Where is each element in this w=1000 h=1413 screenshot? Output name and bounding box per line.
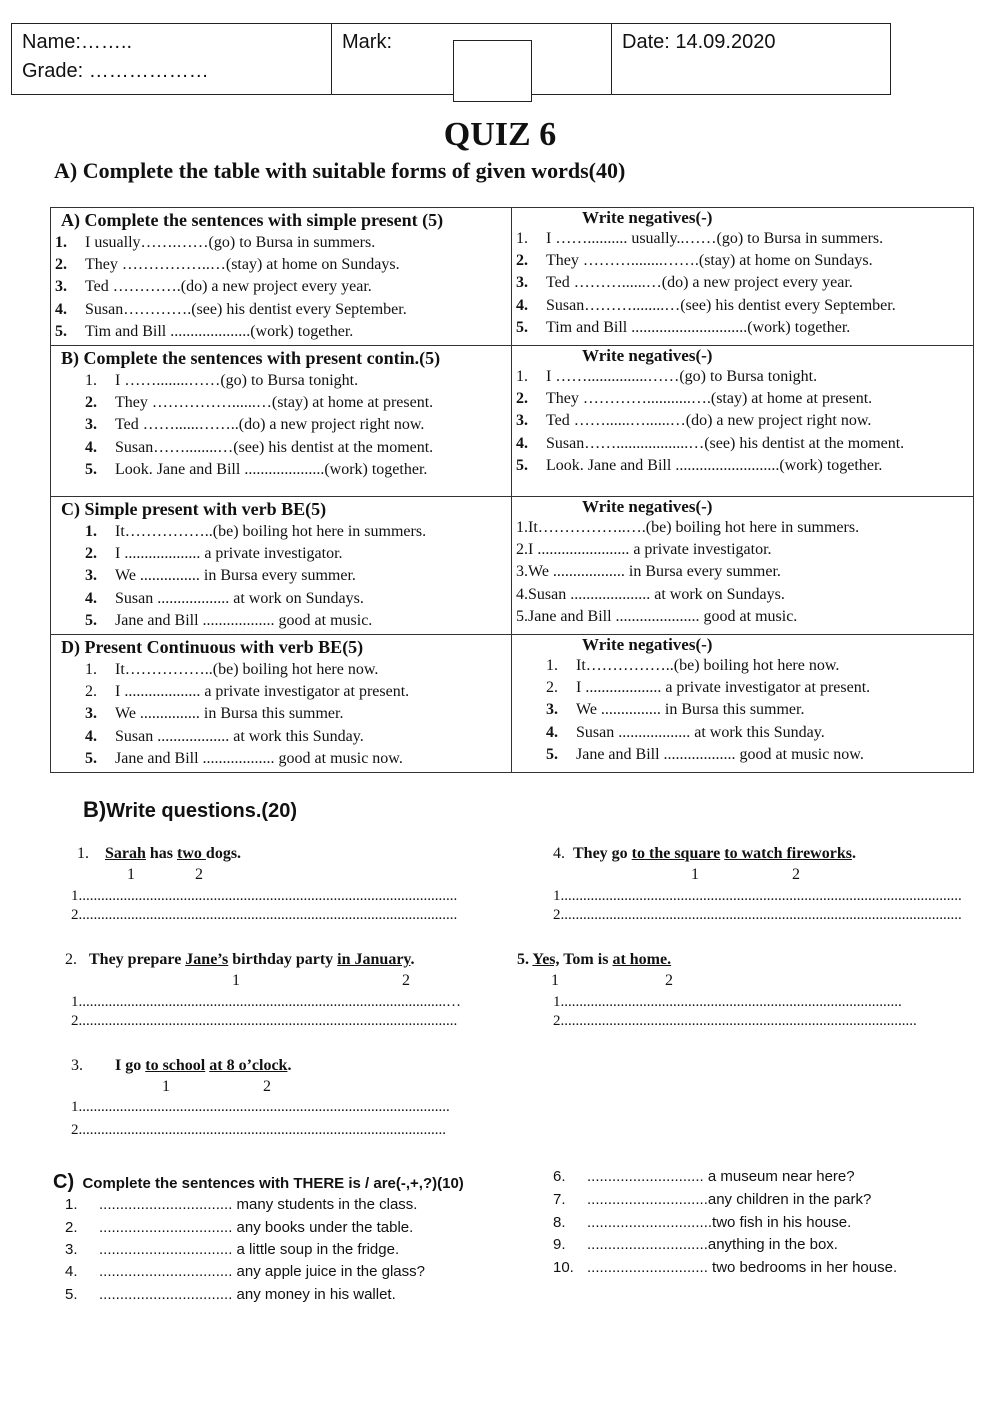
question-3: 3. I go to school at 8 o’clock. xyxy=(71,1057,292,1074)
answer-line[interactable]: 1................................................................................................... xyxy=(71,1099,450,1115)
answer-line[interactable]: 2..................................................................................................... xyxy=(71,907,458,923)
list-item: 2. They ……………..…(stay) at home on Sundays. xyxy=(55,256,400,274)
section-c-heading-text: Complete the sentences with THERE is / are(-,+,?)(10) xyxy=(82,1175,464,1192)
question-2-mark-2: 2 xyxy=(402,972,410,989)
list-item: 2. I ................... a private investigator. xyxy=(85,545,343,563)
list-item: 1. I usually…….……(go) to Bursa in summers. xyxy=(55,234,376,251)
list-item: 4. ................................ any apple juice in the glass? xyxy=(65,1263,425,1280)
list-item: 5.Jane and Bill ..................... good at music. xyxy=(516,607,798,625)
mark-label: Mark: xyxy=(342,31,392,53)
name-grade-cell xyxy=(12,24,332,94)
negatives-heading: Write negatives(-) xyxy=(582,208,713,227)
grade-label: Grade: ……………… xyxy=(22,60,209,82)
header-box xyxy=(11,23,891,95)
table-row-a xyxy=(51,208,974,346)
question-5-mark-2: 2 xyxy=(665,972,673,989)
list-item: 9. .............................anything in the box. xyxy=(553,1236,838,1253)
section-d-right xyxy=(512,635,974,773)
list-item: 1. I …….......... usually..……(go) to Bursa in summers. xyxy=(516,230,884,247)
list-item: 5. ................................ any money in his wallet. xyxy=(65,1286,396,1303)
list-item: 3. Ted ……......…......…(do) a new project right now. xyxy=(516,412,872,430)
section-c-heading: C) Simple present with verb BE(5) xyxy=(61,499,327,520)
list-item: 1. I ……...............……(go) to Bursa tonight. xyxy=(516,368,818,386)
name-label: Name:…….. xyxy=(22,31,133,53)
mark-cell xyxy=(332,24,612,94)
negatives-heading: Write negatives(-) xyxy=(582,635,713,655)
list-item: 5. Jane and Bill .................. good at music now. xyxy=(85,749,403,767)
section-b-letter: B) xyxy=(83,797,107,822)
question-4-mark-2: 2 xyxy=(792,866,800,883)
question-1-mark-2: 2 xyxy=(195,866,203,883)
section-b-heading: B) Complete the sentences with present contin.(5) xyxy=(61,348,441,369)
question-3-mark-1: 1 xyxy=(162,1078,170,1095)
list-item: 2. They …………...........….(stay) at home at present. xyxy=(516,390,873,408)
list-item: 3. We ............... in Bursa every summer. xyxy=(85,567,356,585)
list-item: 2. They ……………......…(stay) at home at present. xyxy=(85,394,434,412)
list-item: 6. ............................ a museum near here? xyxy=(553,1168,855,1185)
list-item: 3. Ted ………......…(do) a new project every year. xyxy=(516,274,853,292)
list-item: 1. I ……........……(go) to Bursa tonight. xyxy=(85,372,359,390)
list-item: 5. Jane and Bill .................. good at music now. xyxy=(546,745,864,763)
question-5: 5. Yes, Tom is at home. xyxy=(517,951,672,968)
list-item: 1. It……………..(be) boiling hot here now. xyxy=(85,661,379,679)
section-d-left xyxy=(51,635,512,773)
section-b-heading-text: Write questions.(20) xyxy=(106,800,297,822)
list-item: 1. It……………..(be) boiling hot here in summers. xyxy=(85,523,427,541)
answer-line[interactable]: 2.................................................................................................. xyxy=(71,1122,446,1138)
question-1-mark-1: 1 xyxy=(127,866,135,883)
answer-line[interactable]: 1..................................................................................................… xyxy=(71,994,461,1010)
answer-line[interactable]: 2..................................................................................................... xyxy=(71,1013,458,1029)
section-a-heading: A) Complete the sentences with simple present (5) xyxy=(61,210,444,230)
list-item: 4. Susan………….(see) his dentist every September. xyxy=(55,300,407,318)
table-row-d xyxy=(51,635,974,773)
list-item: 7. .............................any children in the park? xyxy=(553,1191,872,1208)
list-item: 3. Ted ………….(do) a new project every year. xyxy=(55,278,372,296)
list-item: 5. Jane and Bill .................. good at music. xyxy=(85,611,373,629)
list-item: 2.I ....................... a private investigator. xyxy=(516,541,772,559)
table-row-b xyxy=(51,346,974,497)
section-c-letter: C) xyxy=(53,1171,75,1193)
list-item: 5. Look. Jane and Bill ..........................(work) together. xyxy=(516,456,883,474)
question-3-mark-2: 2 xyxy=(263,1078,271,1095)
date-label: Date: 14.09.2020 xyxy=(622,31,776,53)
list-item: 4. Susan……........…(see) his dentist at the moment. xyxy=(85,438,434,456)
list-item: 2. They ………........…….(stay) at home on Sundays. xyxy=(516,252,873,270)
negatives-heading: Write negatives(-) xyxy=(582,346,713,366)
answer-line[interactable]: 2............................................................................................... xyxy=(553,1013,917,1029)
section-a-instructions: A) Complete the table with suitable forms of given words(40) xyxy=(54,158,626,183)
section-d-heading: D) Present Continuous with verb BE(5) xyxy=(61,637,364,658)
page-title: QUIZ 6 xyxy=(443,116,557,153)
list-item: 5. Tim and Bill ....................(work) together. xyxy=(55,322,354,340)
list-item: 3. Ted ……......……..(do) a new project right now. xyxy=(85,416,425,434)
answer-line[interactable]: 1........................................................................................................... xyxy=(553,888,962,904)
table-row-c xyxy=(51,497,974,635)
question-5-mark-1: 1 xyxy=(551,972,559,989)
list-item: 4. Susan .................. at work this Sunday. xyxy=(546,723,825,741)
question-4: 4. They go to the square to watch fireworks. xyxy=(553,845,856,862)
section-b-title xyxy=(83,797,297,823)
list-item: 2. ................................ any books under the table. xyxy=(65,1219,414,1236)
list-item: 4. Susan .................. at work on Sundays. xyxy=(85,589,364,607)
question-2: 2. They prepare Jane’s birthday party in January. xyxy=(65,951,415,968)
list-item: 2. I ................... a private investigator at present. xyxy=(546,679,871,697)
list-item: 4.Susan .................... at work on Sundays. xyxy=(516,585,785,603)
mark-box xyxy=(453,40,532,102)
list-item: 4. Susan………........…(see) his dentist every September. xyxy=(516,296,896,314)
section-a-left xyxy=(51,208,512,346)
list-item: 3. ................................ a little soup in the fridge. xyxy=(65,1241,400,1258)
list-item: 1. It……………..(be) boiling hot here now. xyxy=(546,657,840,675)
section-a-right xyxy=(512,208,974,346)
list-item: 5. Look. Jane and Bill ....................(work) together. xyxy=(85,460,428,478)
list-item: 2. I ................... a private investigator at present. xyxy=(85,683,410,701)
section-c-right xyxy=(512,497,974,635)
list-item: 1.It……………..….(be) boiling hot here in summers. xyxy=(516,519,860,537)
section-c-left xyxy=(51,497,512,635)
answer-line[interactable]: 1........................................................................................... xyxy=(553,994,902,1010)
section-b-left xyxy=(51,346,512,497)
answer-line[interactable]: 1..................................................................................................... xyxy=(71,888,458,904)
list-item: 4. Susan……..................…(see) his dentist at the moment. xyxy=(516,434,905,452)
answer-line[interactable]: 2........................................................................................................... xyxy=(553,907,962,923)
list-item: 4. Susan .................. at work this Sunday. xyxy=(85,727,364,745)
date-cell xyxy=(612,24,890,94)
question-4-mark-1: 1 xyxy=(691,866,699,883)
question-1: 1. Sarah has two dogs. xyxy=(77,845,242,862)
question-2-mark-1: 1 xyxy=(232,972,240,989)
list-item: 3. We ............... in Bursa this summer. xyxy=(85,705,344,723)
negatives-heading: Write negatives(-) xyxy=(582,497,713,517)
list-item: 5. Tim and Bill .............................(work) together. xyxy=(516,318,851,336)
list-item: 3. We ............... in Bursa this summer. xyxy=(546,701,805,719)
section-c-title xyxy=(53,1171,464,1194)
section-b-right xyxy=(512,346,974,497)
list-item: 8. ..............................two fish in his house. xyxy=(553,1214,852,1231)
list-item: 10. ............................. two bedrooms in her house. xyxy=(553,1259,898,1276)
exercise-table xyxy=(50,207,974,773)
list-item: 1. ................................ many students in the class. xyxy=(65,1196,418,1213)
list-item: 3.We .................. in Bursa every summer. xyxy=(516,563,781,581)
